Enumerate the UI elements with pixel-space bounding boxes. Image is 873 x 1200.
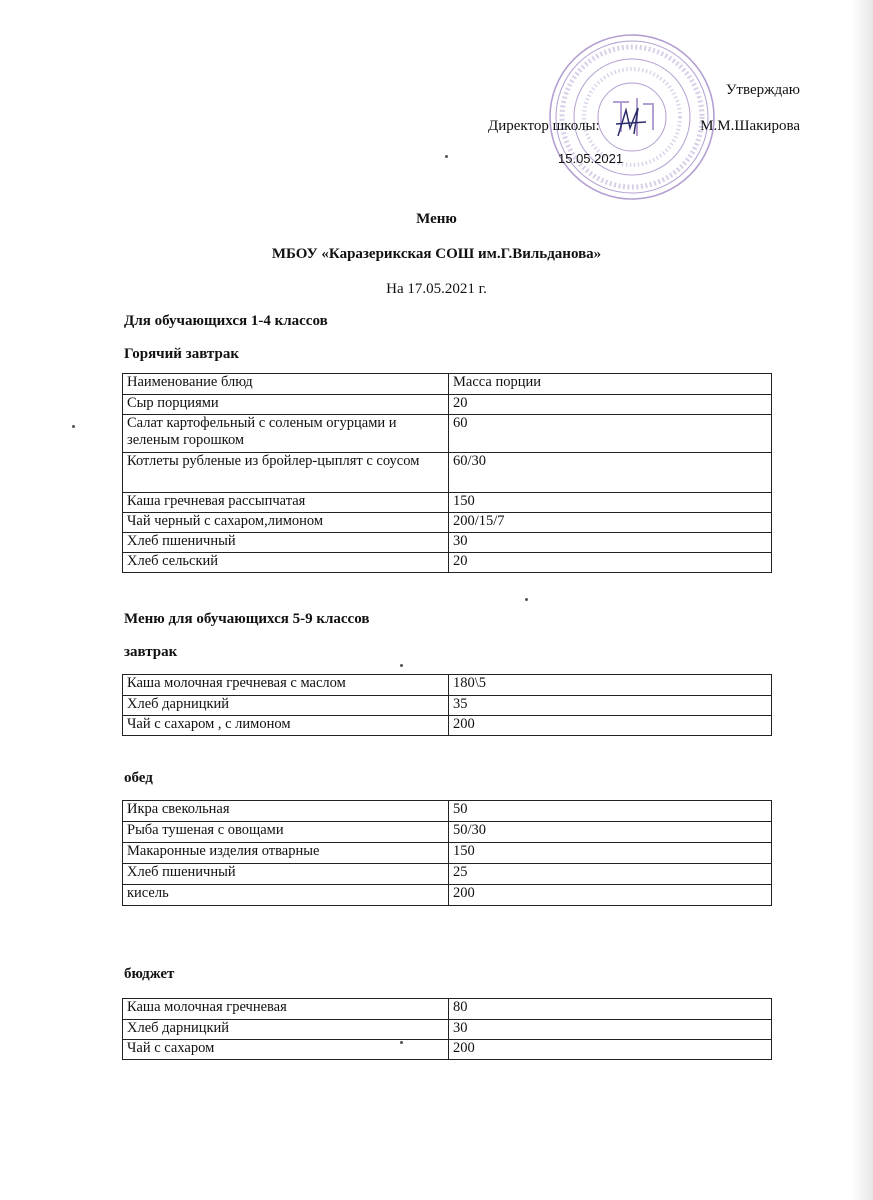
portion-cell: 150 xyxy=(449,843,772,864)
scan-speck xyxy=(445,155,448,158)
table-row xyxy=(123,822,772,843)
dish-cell: Сыр порциями xyxy=(123,395,449,415)
table-row xyxy=(123,513,772,533)
primary-group-label: Для обучающихся 1-4 классов xyxy=(124,313,328,329)
page-edge xyxy=(851,0,873,1200)
dish-cell: Каша гречневая рассыпчатая xyxy=(123,493,449,513)
table-row xyxy=(123,801,772,822)
portion-cell: 180\5 xyxy=(449,675,772,696)
table-row xyxy=(123,864,772,885)
table-row xyxy=(123,1020,772,1040)
table-row xyxy=(123,885,772,906)
scan-speck xyxy=(525,598,528,601)
table-row xyxy=(123,696,772,716)
portion-cell: 30 xyxy=(449,1020,772,1040)
budget-table xyxy=(122,998,772,1060)
dish-cell: Хлеб пшеничный xyxy=(123,864,449,885)
dish-cell: Икра свекольная xyxy=(123,801,449,822)
portion-cell: 80 xyxy=(449,999,772,1020)
portion-cell: 200 xyxy=(449,716,772,736)
portion-cell: 20 xyxy=(449,395,772,415)
dish-cell: Хлеб дарницкий xyxy=(123,1020,449,1040)
dish-cell: Каша молочная гречневая xyxy=(123,999,449,1020)
director-label: Директор школы: xyxy=(488,118,600,134)
menu-date: На 17.05.2021 г. xyxy=(386,281,487,297)
approve-date: 15.05.2021 xyxy=(558,151,624,166)
school-name: МБОУ «Каразерикская СОШ им.Г.Вильданова» xyxy=(271,246,602,262)
primary-meal-label: Горячий завтрак xyxy=(124,346,239,362)
portion-cell: 20 xyxy=(449,553,772,573)
dish-cell: Котлеты рубленые из бройлер-цыплят с соусом xyxy=(123,453,449,493)
dish-cell: Рыба тушеная с овощами xyxy=(123,822,449,843)
breakfast-label: завтрак xyxy=(124,644,178,660)
dish-cell: Хлеб дарницкий xyxy=(123,696,449,716)
document-title: Меню xyxy=(416,211,457,227)
portion-cell: 35 xyxy=(449,696,772,716)
approve-title: Утверждаю xyxy=(725,82,800,98)
director-name: М.М.Шакирова xyxy=(700,118,800,134)
secondary-group-label: Меню для обучающихся 5-9 классов xyxy=(124,611,370,627)
portion-cell: 30 xyxy=(449,533,772,553)
portion-cell: 25 xyxy=(449,864,772,885)
table-row xyxy=(123,453,772,493)
table-row xyxy=(123,395,772,415)
dish-cell: Чай черный с сахаром,лимоном xyxy=(123,513,449,533)
breakfast-table xyxy=(122,674,772,736)
portion-cell: 150 xyxy=(449,493,772,513)
dish-cell: кисель xyxy=(123,885,449,906)
budget-label: бюджет xyxy=(124,966,175,982)
director-signature xyxy=(612,106,652,142)
header-cell-dish: Наименование блюд xyxy=(123,374,449,395)
portion-cell: 200 xyxy=(449,885,772,906)
portion-cell: 60 xyxy=(449,415,772,453)
header-cell-portion: Масса порции xyxy=(449,374,772,395)
portion-cell: 50 xyxy=(449,801,772,822)
dish-cell: Салат картофельный с соленым огурцами и зеленым горошком xyxy=(123,415,449,453)
lunch-label: обед xyxy=(124,770,153,786)
primary-menu-table xyxy=(122,373,772,573)
table-row xyxy=(123,533,772,553)
dish-cell: Хлеб пшеничный xyxy=(123,533,449,553)
portion-cell: 200/15/7 xyxy=(449,513,772,533)
table-row xyxy=(123,493,772,513)
portion-cell: 200 xyxy=(449,1040,772,1060)
table-row xyxy=(123,1040,772,1060)
table-row xyxy=(123,999,772,1020)
table-header-row xyxy=(123,374,772,395)
table-row xyxy=(123,716,772,736)
scan-speck xyxy=(400,1041,403,1044)
lunch-table xyxy=(122,800,772,906)
table-row xyxy=(123,553,772,573)
table-row xyxy=(123,415,772,453)
dish-cell: Чай с сахаром xyxy=(123,1040,449,1060)
dish-cell: Макаронные изделия отварные xyxy=(123,843,449,864)
scan-speck xyxy=(72,425,75,428)
scan-speck xyxy=(400,664,403,667)
portion-cell: 50/30 xyxy=(449,822,772,843)
dish-cell: Каша молочная гречневая с маслом xyxy=(123,675,449,696)
table-row xyxy=(123,843,772,864)
dish-cell: Хлеб сельский xyxy=(123,553,449,573)
portion-cell: 60/30 xyxy=(449,453,772,493)
dish-cell: Чай с сахаром , с лимоном xyxy=(123,716,449,736)
table-row xyxy=(123,675,772,696)
